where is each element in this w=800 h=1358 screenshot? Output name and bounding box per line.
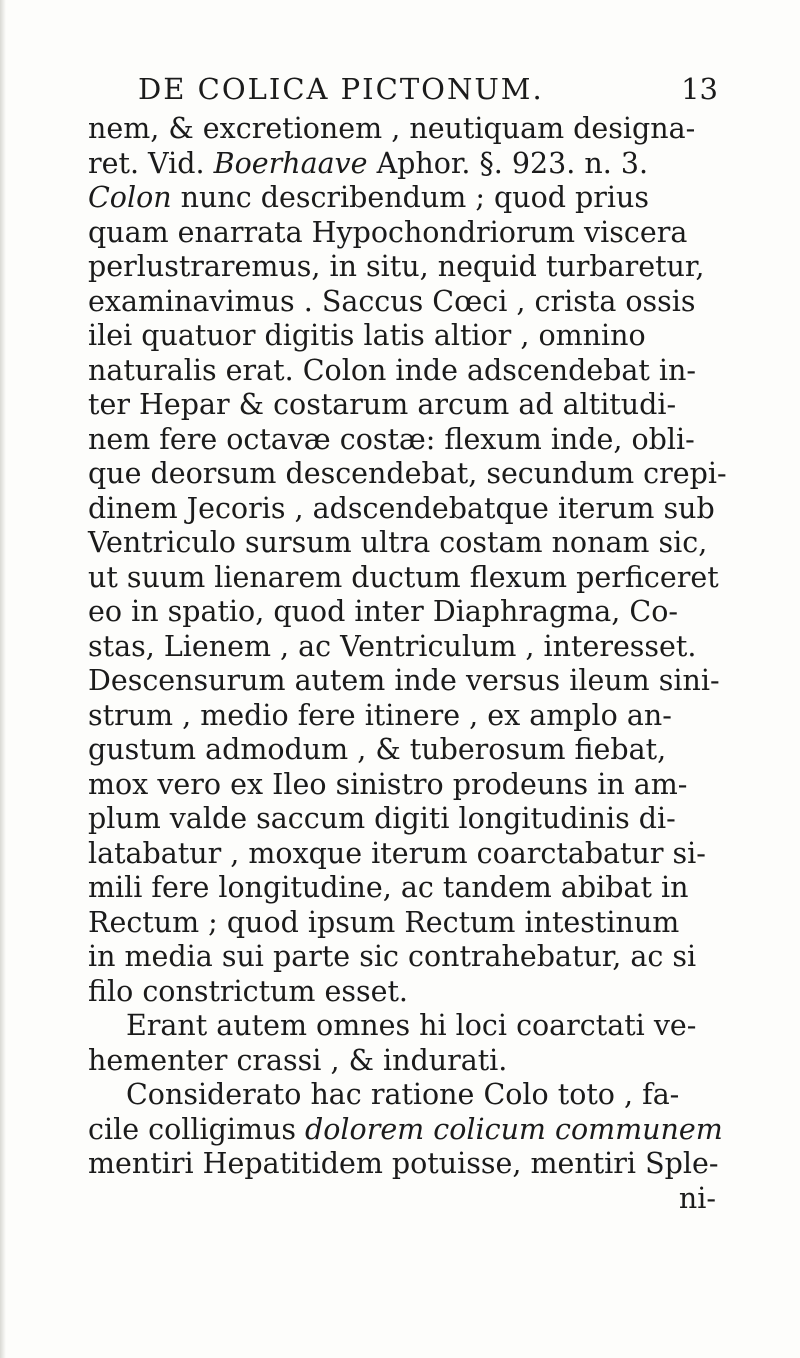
running-title: DE COLICA PICTONUM. bbox=[138, 72, 544, 106]
text-line bbox=[88, 285, 728, 320]
text-segment: hementer crassi , & indurati. bbox=[88, 1043, 508, 1077]
text-segment: Aphor. §. 923. n. 3. bbox=[367, 146, 649, 180]
text-segment: nem, & excretionem , neutiquam designa- bbox=[88, 112, 696, 145]
text-line bbox=[88, 802, 728, 837]
text-line bbox=[88, 837, 728, 872]
text-segment: mili fere longitudine, ac tandem abibat in bbox=[88, 871, 689, 904]
italic-text: dolorem colicum communem bbox=[305, 1112, 723, 1146]
text-line bbox=[88, 595, 728, 630]
text-line bbox=[88, 1113, 728, 1148]
text-segment: gustum admodum , & tuberosum fiebat, bbox=[88, 733, 667, 766]
text-line bbox=[88, 630, 728, 665]
text-segment: Rectum ; quod ipsum Rectum intestinum bbox=[88, 905, 680, 939]
text-segment: ut suum lienarem ductum flexum perficeret bbox=[88, 560, 719, 594]
italic-text: Boerhaave bbox=[213, 146, 368, 180]
text-segment: filo constrictum esset. bbox=[88, 974, 408, 1008]
text-line bbox=[88, 733, 728, 768]
text-segment: nunc describendum ; quod prius bbox=[171, 181, 650, 214]
text-line bbox=[88, 1044, 728, 1079]
page-number: 13 bbox=[681, 72, 718, 106]
text-segment: examinavimus . Saccus Cœci , crista ossis bbox=[88, 284, 696, 318]
text-line bbox=[88, 561, 728, 596]
text-line bbox=[88, 664, 728, 699]
text-segment: Descensurum autem inde versus ileum sini- bbox=[88, 664, 720, 697]
body-text bbox=[88, 112, 728, 1216]
text-segment: plum valde saccum digiti longitudinis di- bbox=[88, 802, 676, 835]
text-line bbox=[88, 216, 728, 251]
text-segment: cile colligimus bbox=[88, 1112, 306, 1146]
text-line bbox=[88, 457, 728, 492]
text-segment: que deorsum descendebat, secundum crepi- bbox=[88, 457, 727, 490]
text-line bbox=[88, 354, 728, 389]
text-segment: dinem Jecoris , adscendebatque iterum sub bbox=[88, 491, 715, 525]
text-segment: Considerato hac ratione Colo toto , fa- bbox=[126, 1078, 680, 1111]
running-head bbox=[138, 72, 718, 112]
text-segment: nem fere octavæ costæ: flexum inde, obli- bbox=[88, 422, 695, 456]
text-line bbox=[88, 147, 728, 182]
text-segment: eo in spatio, quod inter Diaphragma, Co- bbox=[88, 595, 678, 628]
text-line bbox=[88, 526, 728, 561]
text-line bbox=[88, 975, 728, 1010]
text-line bbox=[88, 319, 728, 354]
text-line bbox=[88, 1147, 728, 1182]
text-segment: latabatur , moxque iterum coarctabatur si- bbox=[88, 836, 706, 870]
text-segment: ter Hepar & costarum arcum ad altitudi- bbox=[88, 388, 677, 421]
text-segment: Ventriculo sursum ultra costam nonam sic, bbox=[88, 526, 708, 559]
text-line bbox=[88, 1078, 728, 1113]
italic-text: Colon bbox=[88, 181, 172, 214]
text-segment: stas, Lienem , ac Ventriculum , interesset. bbox=[88, 629, 697, 663]
text-segment: Erant autem omnes hi loci coarctati ve- bbox=[126, 1009, 697, 1042]
text-line bbox=[88, 492, 728, 527]
text-segment: naturalis erat. Colon inde adscendebat in- bbox=[88, 353, 697, 387]
text-segment: quam enarrata Hypochondriorum viscera bbox=[88, 215, 688, 249]
text-segment: perlustraremus, in situ, nequid turbaretur, bbox=[88, 250, 705, 283]
text-segment: in media sui parte sic contrahebatur, ac si bbox=[88, 940, 697, 973]
text-line bbox=[88, 423, 728, 458]
text-segment: ret. Vid. bbox=[88, 146, 214, 180]
text-line bbox=[88, 768, 728, 803]
text-line bbox=[88, 940, 728, 975]
text-line bbox=[88, 250, 728, 285]
catchword: ni- bbox=[678, 1181, 716, 1215]
text-line bbox=[88, 112, 728, 147]
text-line bbox=[88, 906, 728, 941]
text-segment: strum , medio fere itinere , ex amplo an- bbox=[88, 698, 672, 732]
text-line bbox=[88, 871, 728, 906]
text-segment: ilei quatuor digitis latis altior , omnino bbox=[88, 319, 646, 352]
binding-edge bbox=[0, 0, 6, 1358]
text-line bbox=[88, 1009, 728, 1044]
text-segment: mentiri Hepatitidem potuisse, mentiri Sple- bbox=[88, 1147, 719, 1180]
text-line bbox=[88, 699, 728, 734]
text-segment: mox vero ex Ileo sinistro prodeuns in am- bbox=[88, 767, 688, 801]
text-line bbox=[88, 181, 728, 216]
text-line bbox=[88, 388, 728, 423]
